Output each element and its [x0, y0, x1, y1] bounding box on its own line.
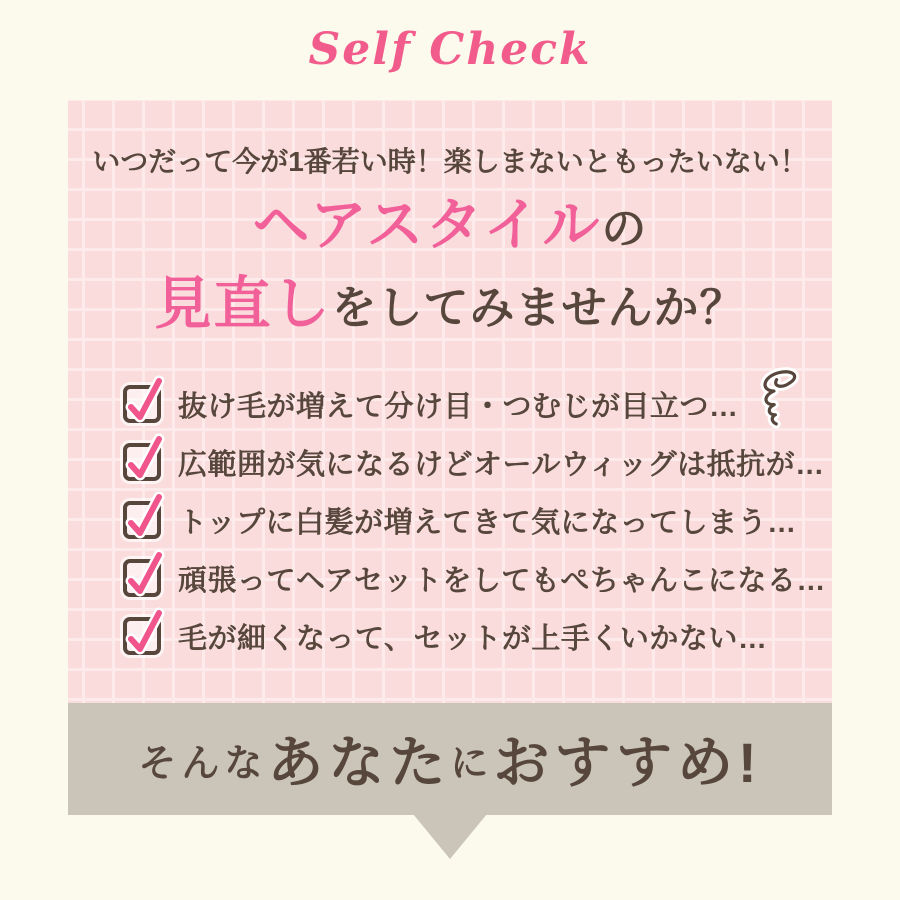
banner-tail-triangle — [413, 814, 487, 859]
headline-line1 — [68, 186, 832, 265]
checked-checkbox-icon — [123, 443, 161, 481]
checked-checkbox-icon — [123, 617, 161, 655]
headline-rest-1: の — [601, 203, 648, 254]
list-item — [123, 607, 802, 665]
banner-text-prefix: そんな — [138, 742, 268, 785]
recommendation-banner — [68, 703, 832, 815]
list-item — [123, 491, 802, 549]
list-item — [123, 375, 802, 433]
banner-text-emph1: あなた — [267, 731, 451, 794]
checked-checkbox-icon — [123, 559, 161, 597]
list-item — [123, 433, 825, 491]
checklist — [123, 375, 826, 665]
headline-rest-2: をしてみませんか？ — [331, 281, 746, 333]
list-item-label: 広範囲が気になるけどオールウィッグは抵抗が… — [178, 448, 825, 481]
pink-grid-panel — [68, 100, 832, 703]
list-item-label: 抜け毛が増えて分け目・つむじが目立つ… — [178, 390, 739, 423]
headline-line2 — [68, 265, 832, 344]
list-item — [123, 549, 826, 607]
hair-swirl-doodle-icon — [740, 368, 804, 428]
banner-text-mid: に — [450, 742, 494, 785]
headline-accent-1: ヘアスタイル — [252, 193, 602, 257]
checked-checkbox-icon — [123, 501, 161, 539]
self-check-script-title: Self Check — [308, 24, 592, 75]
banner-text-emph2: おすすめ! — [493, 731, 762, 794]
list-item-label: 毛が細くなって、セットが上手くいかない… — [178, 622, 768, 655]
checked-checkbox-icon — [123, 385, 161, 423]
headline-accent-2: 見直し — [154, 271, 332, 336]
intro-line: いつだって今が1番若い時！楽しまないともったいない！ — [92, 146, 808, 177]
headline — [68, 186, 832, 343]
list-item-label: 頑張ってヘアセットをしてもぺちゃんこになる… — [178, 564, 826, 597]
list-item-label: トップに白髪が増えてきて気になってしまう… — [178, 506, 797, 539]
